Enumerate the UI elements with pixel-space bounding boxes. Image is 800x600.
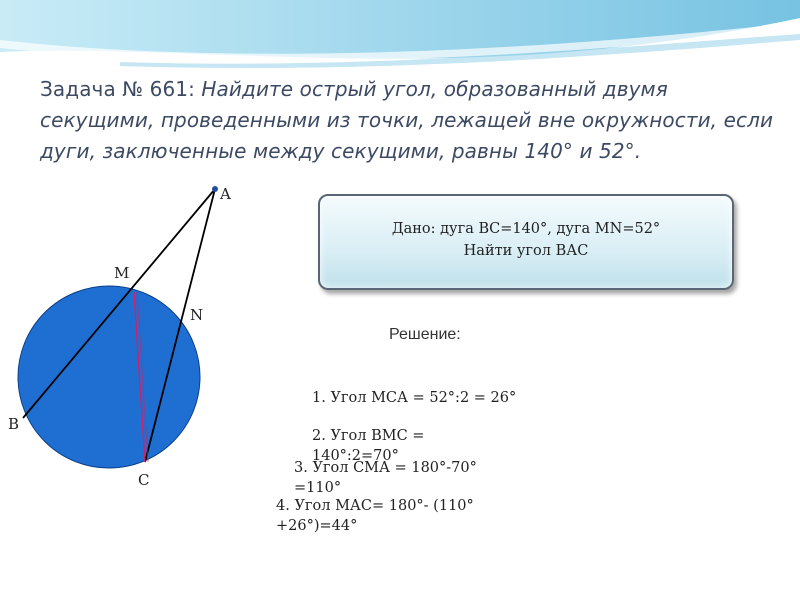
problem-title [40,74,780,167]
label-N: N [190,306,204,324]
given-text: Дано: дуга ВС=140°, дуга МN=52° [391,221,661,237]
point-A-marker [212,186,218,192]
header-wave-decoration [0,0,800,70]
geometry-figure [0,170,300,500]
label-A: A [220,185,231,203]
label-B: B [8,415,20,433]
label-C: C [138,471,150,489]
problem-text: Найдите острый угол, образованный двумя секущими, проведенными из точки, лежащей вне окружности, если дуги, заключенные между секущими, равны 140° и 52°. [40,77,774,163]
given-box [318,194,734,290]
problem-number: Задача № 661: [40,77,202,101]
solution-step-4: 4. Угол МАС= 180°- (110° +26°)=44° [276,498,474,534]
solution-heading: Решение: [389,326,461,343]
solution-step-1: 1. Угол МСА = 52°:2 = 26° [312,390,517,406]
solution-step-3: 3. Угол СМА = 180°-70° =110° [294,460,477,496]
label-M: M [114,264,130,282]
find-text: Найти угол ВАС [463,243,589,259]
circle [18,286,200,468]
solution-step-2: 2. Угол ВМС = 140°:2=70° [312,428,425,464]
